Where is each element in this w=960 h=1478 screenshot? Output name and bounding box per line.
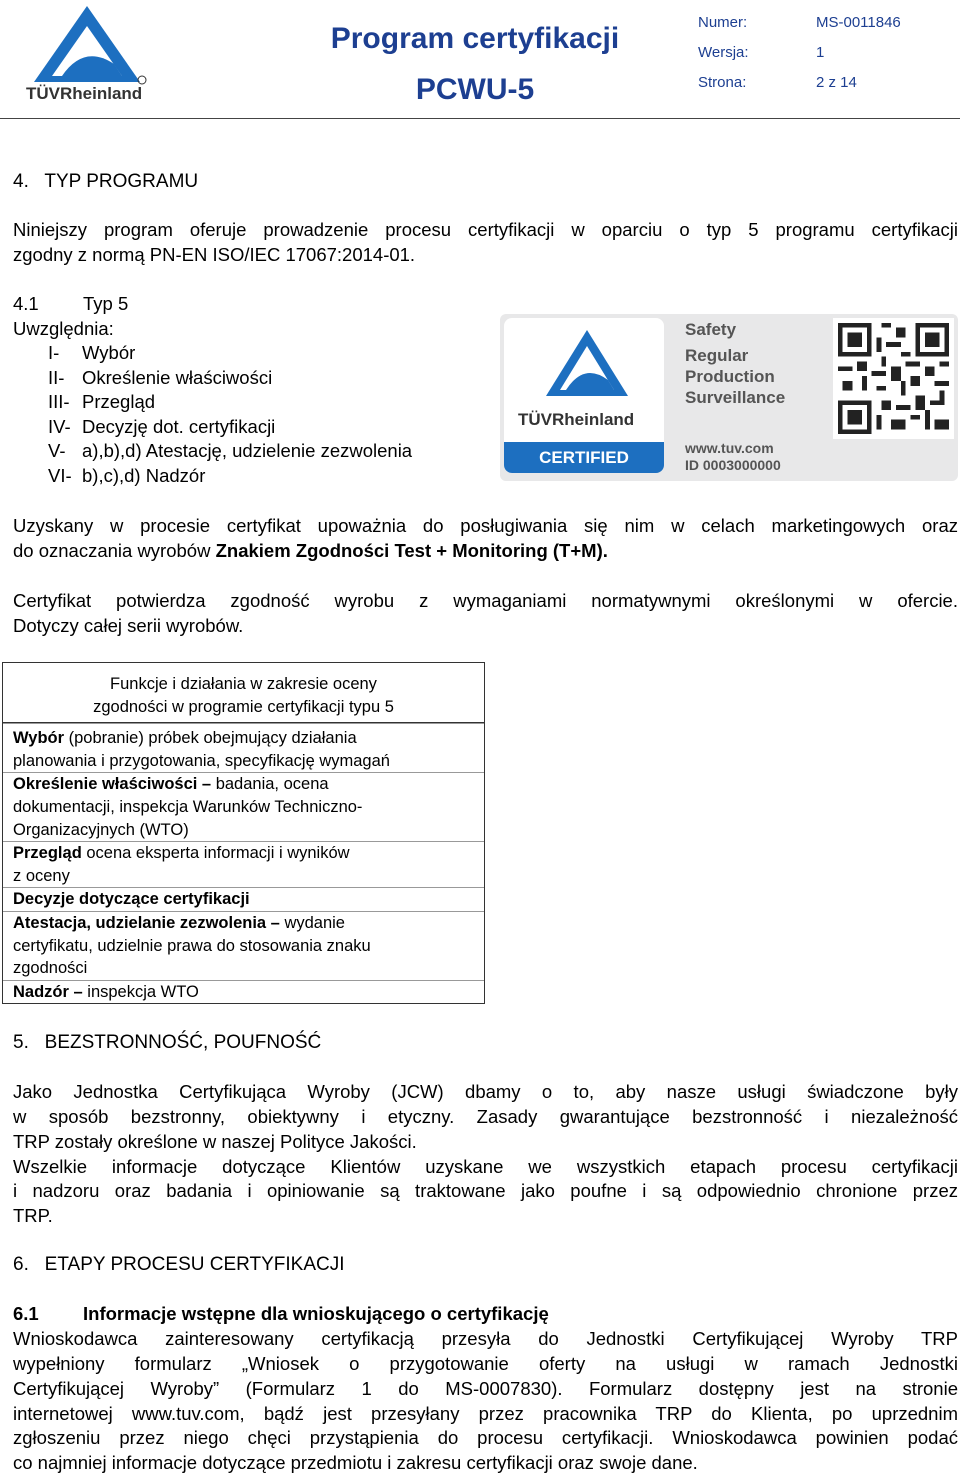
wersja-value: 1	[816, 44, 825, 61]
section-4-para1-line2: do oznaczania wyrobów Znakiem Zgodności Test + Monitoring (T+M).	[13, 540, 608, 561]
section-6-line: internetowej www.tuv.com, bądź jest przesyłany przez pracownika TRP do Klienta, po uprzednim	[13, 1403, 958, 1424]
header-logo	[22, 4, 152, 112]
section-5-line: TRP zostały określone w naszej Polityce Jakości.	[13, 1131, 417, 1152]
conformity-functions-table	[2, 662, 485, 1004]
section-4-heading: 4. TYP PROGRAMU	[13, 171, 199, 192]
strona-label: Strona:	[698, 74, 747, 91]
header-logo-text: TÜVRheinland	[26, 84, 143, 103]
section-5-line: w sposób bezstronny, obiektywny i etyczny. Zasady gwarantujące bezstronność i niezależność	[13, 1106, 958, 1127]
subsection-4-1-heading	[13, 292, 128, 317]
section-6-heading: 6. ETAPY PROCESU CERTYFIKACJI	[13, 1254, 345, 1275]
badge-id: ID 0003000000	[685, 457, 781, 473]
section-4-para2-line1: Certyfikat potwierdza zgodność wyrobu z wymaganiami normatywnymi określonymi w ofercie.	[13, 590, 958, 611]
mark-name: Znakiem Zgodności Test + Monitoring (T+M).	[215, 540, 608, 561]
list-item: VI- b),c),d) Nadzór	[48, 464, 206, 486]
section-5-line: Wszelkie informacje dotyczące Klientów uzyskane we wszystkich etapach procesu certyfikacji	[13, 1156, 958, 1177]
section-4-intro-line1: Niniejszy program oferuje prowadzenie procesu certyfikacji w oparciu o typ 5 programu certyfikacji	[13, 219, 958, 240]
section-5-line: Jako Jednostka Certyfikująca Wyroby (JCW) dbamy o to, aby nasze usługi świadczone były	[13, 1081, 958, 1102]
section-5-line: TRP.	[13, 1205, 53, 1226]
table-row: Decyzje dotyczące certyfikacji	[3, 887, 484, 911]
section-5-heading: 5. BEZSTRONNOŚĆ, POUFNOŚĆ	[13, 1032, 322, 1053]
table-row: Wybór (pobranie) próbek obejmujący działania planowania i przygotowania, specyfikację wymagań	[3, 723, 484, 772]
numer-label: Numer:	[698, 14, 748, 31]
document-code: PCWU-5	[415, 73, 535, 106]
subsection-title: Typ 5	[83, 293, 129, 314]
header-divider	[0, 118, 960, 119]
list-item: IV- Decyzję dot. certyfikacji	[48, 415, 276, 437]
qr-code-icon	[833, 318, 954, 439]
badge-safety: Safety	[685, 320, 737, 339]
certification-badge	[500, 314, 958, 481]
section-6-line: zgłoszeniu przez niego chęci przystąpienia do procesu certyfikacji. Wnioskodawca powinien podać	[13, 1427, 958, 1448]
table-row: Przegląd ocena eksperta informacji i wyników z oceny	[3, 841, 484, 887]
table-row: Atestacja, udzielanie zezwolenia – wydanie certyfikatu, udzielnie prawa do stosowania znaku zgodności	[3, 911, 484, 980]
strona-value: 2 z 14	[816, 74, 857, 91]
type5-element-list	[48, 341, 412, 489]
tuv-triangle-icon	[542, 328, 632, 408]
table-row: Określenie właściwości – badania, ocena dokumentacji, inspekcja Warunków Techniczno- Organizacyjnych (WTO)	[3, 772, 484, 841]
section-4-para1-line1: Uzyskany w procesie certyfikat upoważnia do posługiwania się nim w celach marketingowych oraz	[13, 515, 958, 536]
badge-logo-panel	[504, 318, 664, 473]
badge-certified-label: CERTIFIED	[504, 442, 664, 473]
table-row: Nadzór – inspekcja WTO	[3, 980, 484, 1004]
badge-logo-text: TÜVRheinland	[518, 410, 635, 429]
badge-regular: Regular	[685, 346, 749, 365]
subsection-6-1-heading: 6.1 Informacje wstępne dla wnioskującego o certyfikację	[13, 1303, 549, 1324]
numer-value: MS-0011846	[816, 14, 901, 31]
document-title: Program certyfikacji	[330, 22, 620, 55]
section-6-line: Certyfikującej Wyroby” (Formularz 1 do MS-0007830). Formularz dostępny jest na stronie	[13, 1378, 958, 1399]
list-item: III- Przegląd	[48, 391, 156, 413]
badge-production: Production	[685, 367, 775, 386]
wersja-label: Wersja:	[698, 44, 749, 61]
section-6-line: Wnioskodawca zainteresowany certyfikacją przesyła do Jednostki Certyfikującej Wyroby TRP	[13, 1328, 958, 1349]
subsection-number: 4.1	[13, 293, 39, 314]
section-6-line: co najmniej informacje dotyczące przedmiotu i zakresu certyfikacji oraz swoje dane.	[13, 1452, 698, 1473]
includes-label: Uwzględnia:	[13, 318, 114, 339]
list-item: V- a),b),d) Atestację, udzielenie zezwolenia	[48, 440, 413, 462]
section-4-para2-line2: Dotyczy całej serii wyrobów.	[13, 615, 244, 636]
section-5-line: i nadzoru oraz badania i opiniowanie są traktowane jako poufne i są odpowiednio chronione przez	[13, 1180, 958, 1201]
list-item: II- Określenie właściwości	[48, 366, 273, 388]
badge-url: www.tuv.com	[685, 440, 774, 456]
list-item: I- Wybór	[48, 342, 136, 363]
section-6-line: wypełniony formularz „Wniosek o przygotowanie oferty na usługi w ramach Jednostki	[13, 1353, 958, 1374]
section-4-intro-line2: zgodny z normą PN-EN ISO/IEC 17067:2014-01.	[13, 244, 416, 265]
badge-surveillance: Surveillance	[685, 388, 786, 407]
table-header: Funkcje i działania w zakresie oceny zgodności w programie certyfikacji typu 5	[3, 663, 484, 723]
